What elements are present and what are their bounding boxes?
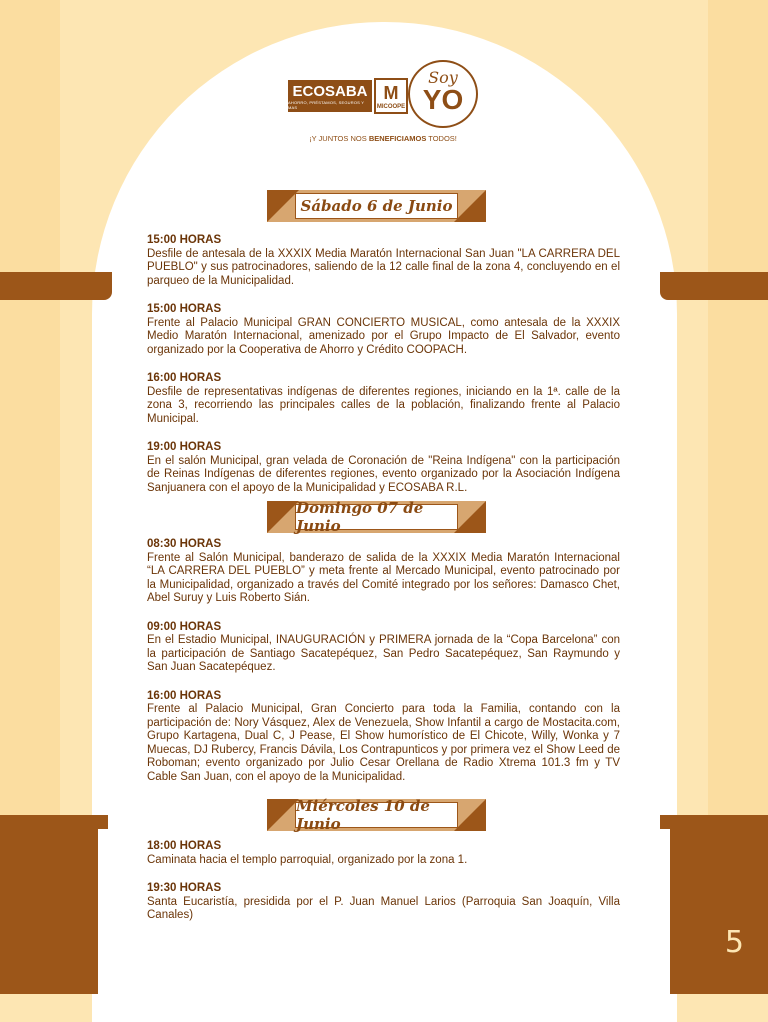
event-description: Caminata hacia el templo parroquial, organizado por la zona 1. <box>147 853 468 866</box>
event-time: 16:00 HORAS <box>147 372 222 384</box>
event <box>147 840 620 867</box>
event-time: 19:30 HORAS <box>147 882 222 894</box>
tagline <box>288 134 478 143</box>
event <box>147 372 620 426</box>
ecosaba-brand: ECOSABA <box>292 82 368 100</box>
event <box>147 441 620 495</box>
banner-corner-right <box>454 799 486 831</box>
ecosaba-logo <box>288 80 372 112</box>
banner-corner-right <box>454 190 486 222</box>
event-time: 16:00 HORAS <box>147 689 222 702</box>
event-description: En el Estadio Municipal, INAUGURACIÓN y PRIMERA jornada de la “Copa Barcelona” con la participación de Santiago Sacatepéquez, San Pedro Sacatepéquez, San Raymundo y San Juan Sacatepéquez. <box>147 634 620 673</box>
event <box>147 690 620 785</box>
event <box>147 538 620 606</box>
event-description: Desfile de representativas indígenas de diferentes regiones, iniciando en la 1ª. calle de la zona 3, recorriendo las principales calles de la población, finalizando frente al Palacio Municipal. <box>147 385 620 425</box>
right-ledge <box>660 272 768 300</box>
ecosaba-subtitle: AHORRO, PRÉSTAMOS, SEGUROS Y MAS <box>288 99 365 110</box>
left-column-capital <box>0 815 108 829</box>
event-description: Frente al Palacio Municipal, Gran Concierto para toda la Familia, contando con la participación de: Nory Vásquez, Alex de Venezuela, Show Infantil a cargo de Mostacita.com, Grupo Kartagena, Dual C, J Pease, El Show humorístico de El Chicote, Willy, Wonka y 7 Muecas, DJ Rubercy, Francis Dávila, Los Contrapunticos y por primera vez el Show Leed de Roboman; evento organizado por Julio Cesar Orellana de Radio Xtrema 101.3 fm y TV Cable San Juan, con el apoyo de la Municipalidad. <box>147 703 620 783</box>
banner-corner-right <box>454 501 486 533</box>
section-events-sabado <box>147 234 620 495</box>
section-title: Sábado 6 de Junio <box>295 193 458 219</box>
event <box>147 882 620 923</box>
micoope-label: MICOOPE <box>376 103 406 110</box>
section-banner-miercoles <box>267 799 486 831</box>
micoope-logo <box>374 78 408 114</box>
event-description: Frente al Palacio Municipal GRAN CONCIERTO MUSICAL, como antesala de la XXXIX Medio Maratón Internacional, amenizado por el Grupo Impacto de El Salvador, evento organizado por la Cooperativa de Ahorro y Crédito COOPACH. <box>147 316 620 356</box>
event <box>147 621 620 675</box>
section-events-miercoles <box>147 840 620 923</box>
section-title: Miércoles 10 de Junio <box>295 802 458 828</box>
event-time: 08:30 HORAS <box>147 538 222 550</box>
soy-yo-logo <box>408 60 478 128</box>
event-time: 19:00 HORAS <box>147 441 222 453</box>
section-banner-sabado <box>267 190 486 222</box>
soy-text: Soy <box>428 68 458 87</box>
event-time: 18:00 HORAS <box>147 840 222 852</box>
tagline-post: TODOS! <box>426 134 457 143</box>
section-events-domingo <box>147 538 620 784</box>
left-column <box>0 829 98 994</box>
yo-text: YO <box>422 84 464 115</box>
event-time: 15:00 HORAS <box>147 234 222 246</box>
event-description: Frente al Salón Municipal, banderazo de salida de la XXXIX Media Maratón Internacional “LA CARRERA DEL PUEBLO” y meta frente al Mercado Municipal, evento patrocinado por la Municipalidad, organizado a través del Comité integrado por los señores: Damasco Chet, Abel Suruy y Luis Roberto Sián. <box>147 551 620 604</box>
left-ledge <box>0 272 112 300</box>
right-column-capital <box>660 815 768 829</box>
section-banner-domingo <box>267 501 486 533</box>
logo <box>288 60 478 150</box>
right-column <box>670 829 768 994</box>
event-time: 15:00 HORAS <box>147 303 222 315</box>
event-time: 09:00 HORAS <box>147 620 222 633</box>
tagline-bold: BENEFICIAMOS <box>368 134 427 143</box>
event-description: Santa Eucaristía, presidida por el P. Juan Manuel Larios (Parroquia San Joaquín, Villa Canales) <box>147 895 620 921</box>
section-title: Domingo 07 de Junio <box>295 504 458 530</box>
tagline-pre: ¡Y JUNTOS NOS <box>309 134 369 143</box>
event-description: Desfile de antesala de la XXXIX Media Maratón Internacional San Juan "LA CARRERA DEL PUEBLO" y sus patrocinadores, saliendo de la 12 calle final de la zona 4, concluyendo en el parqueo de la Municipalidad. <box>147 247 620 287</box>
event <box>147 234 620 288</box>
event <box>147 303 620 357</box>
micoope-m-icon: M <box>383 82 399 103</box>
page-number: 5 <box>724 925 744 960</box>
event-description: En el salón Municipal, gran velada de Coronación de "Reina Indígena" con la participación de Reinas Indígenas de diferentes regiones, evento organizado por la Asociación Indígena Sanjuanera con el apoyo de la Municipalidad y ECOSABA R.L. <box>147 454 620 494</box>
